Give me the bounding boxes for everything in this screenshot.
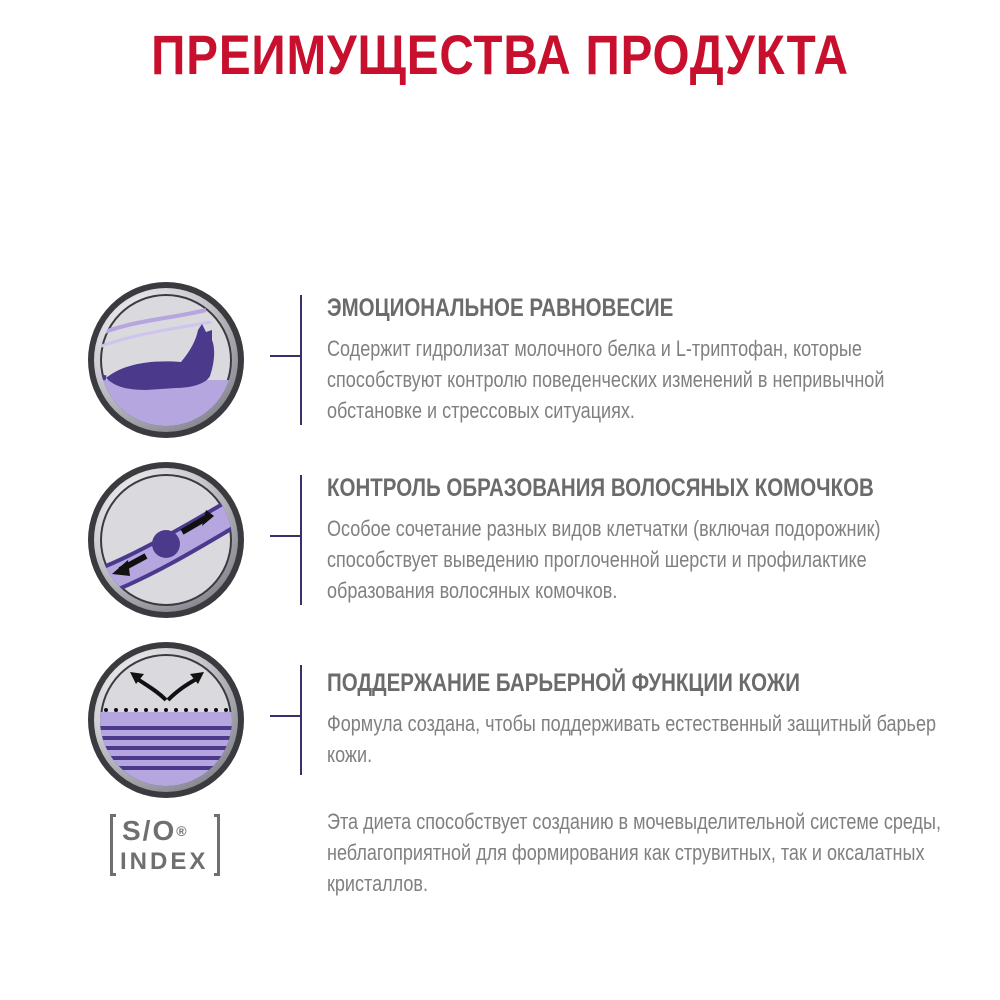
feature-heading: ЭМОЦИОНАЛЬНОЕ РАВНОВЕСИЕ — [327, 294, 674, 322]
feature-description-line: образования волосяных комочков. — [327, 578, 618, 603]
feature-description-line: Формула создана, чтобы поддерживать естественный защитный барьер — [327, 711, 937, 736]
page-title: ПРЕИМУЩЕСТВА ПРОДУКТА — [151, 23, 849, 86]
badge-line2: INDEX — [120, 848, 209, 875]
accent-horizontal-line — [270, 715, 301, 717]
feature-description-line: Содержит гидролизат молочного белка и L-триптофан, которые — [327, 336, 862, 361]
feature-heading: КОНТРОЛЬ ОБРАЗОВАНИЯ ВОЛОСЯНЫХ КОМОЧКОВ — [327, 474, 874, 502]
accent-vertical-line — [300, 295, 302, 425]
note-line: неблагоприятной для формирования как струвитных, так и оксалатных — [327, 840, 925, 865]
feature-description-line: кожи. — [327, 742, 373, 767]
feature-description-line: Особое сочетание разных видов клетчатки (включая подорожник) — [327, 516, 881, 541]
skin-barrier-icon — [86, 640, 246, 800]
accent-horizontal-line — [270, 355, 301, 357]
feature-description-line: способствует выведению проглоченной шерсти и профилактике — [327, 547, 867, 572]
feature-description — [327, 333, 901, 426]
note-line: кристаллов. — [327, 871, 429, 896]
feature-description — [327, 513, 901, 606]
badge-right-bracket — [214, 814, 220, 876]
feature-description-line: обстановке и стрессовых ситуациях. — [327, 398, 635, 423]
hairball-control-icon — [86, 460, 246, 620]
feature-heading: ПОДДЕРЖАНИЕ БАРЬЕРНОЙ ФУНКЦИИ КОЖИ — [327, 669, 801, 697]
accent-vertical-line — [300, 475, 302, 605]
badge-left-bracket — [110, 814, 116, 876]
accent-vertical-line — [300, 665, 302, 775]
badge-so-text: S/O — [122, 815, 177, 846]
note-line: Эта диета способствует созданию в мочевыделительной системе среды, — [327, 809, 942, 834]
so-index-icon — [110, 810, 220, 880]
calm-cat-icon — [86, 280, 246, 440]
badge-registered-mark: ® — [176, 823, 187, 839]
accent-horizontal-line — [270, 535, 301, 537]
badge-line1 — [122, 816, 187, 846]
urinary-note — [327, 806, 942, 899]
feature-description-line: способствуют контролю поведенческих изменений в непривычной — [327, 367, 885, 392]
feature-description — [327, 708, 937, 770]
